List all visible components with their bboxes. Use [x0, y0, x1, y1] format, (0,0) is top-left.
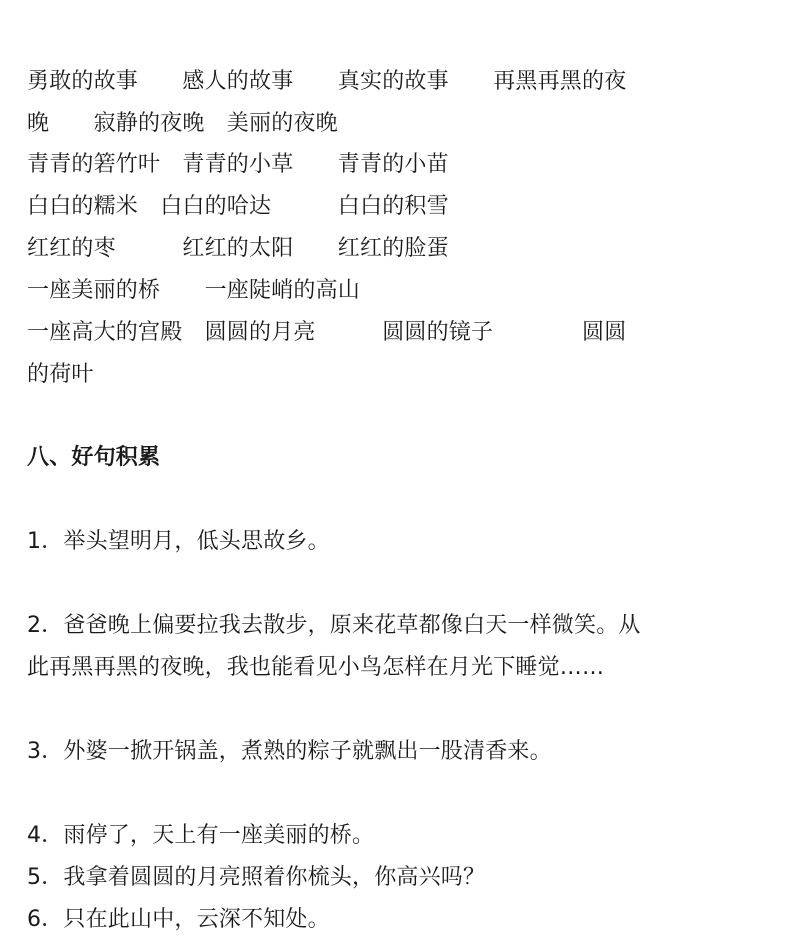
sentence-2-line-1: 2．爸爸晚上偏要拉我去散步，原来花草都像白天一样微笑。从 — [27, 613, 641, 638]
sentence-2-line-2: 此再黑再黑的夜晚，我也能看见小鸟怎样在月光下睡觉…… — [27, 655, 605, 680]
sentence-3: 3．外婆一掀开锅盖，煮熟的粽子就飘出一股清香来。 — [27, 739, 552, 764]
phrase-line-3: 青青的箬竹叶 青青的小草 青青的小苗 — [27, 152, 449, 177]
phrase-line-5: 红红的枣 红红的太阳 红红的脸蛋 — [27, 236, 449, 261]
sentence-5: 5．我拿着圆圆的月亮照着你梳头，你高兴吗？ — [27, 865, 486, 890]
phrase-line-2: 晚 寂静的夜晚 美丽的夜晚 — [27, 111, 338, 136]
section-heading: 八、好句积累 — [27, 445, 161, 470]
sentence-6: 6．只在此山中，云深不知处。 — [27, 907, 330, 932]
phrase-line-6: 一座美丽的桥 一座陡峭的高山 — [27, 278, 361, 303]
phrase-line-7: 一座高大的宫殿 圆圆的月亮 圆圆的镜子 圆圆 — [27, 320, 627, 345]
phrase-line-4: 白白的糯米 白白的哈达 白白的积雪 — [27, 194, 449, 219]
sentence-4: 4．雨停了，天上有一座美丽的桥。 — [27, 823, 375, 848]
sentence-1: 1．举头望明月，低头思故乡。 — [27, 529, 330, 554]
phrase-line-8: 的荷叶 — [27, 362, 94, 387]
phrase-line-1: 勇敢的故事 感人的故事 真实的故事 再黑再黑的夜 — [27, 69, 627, 94]
